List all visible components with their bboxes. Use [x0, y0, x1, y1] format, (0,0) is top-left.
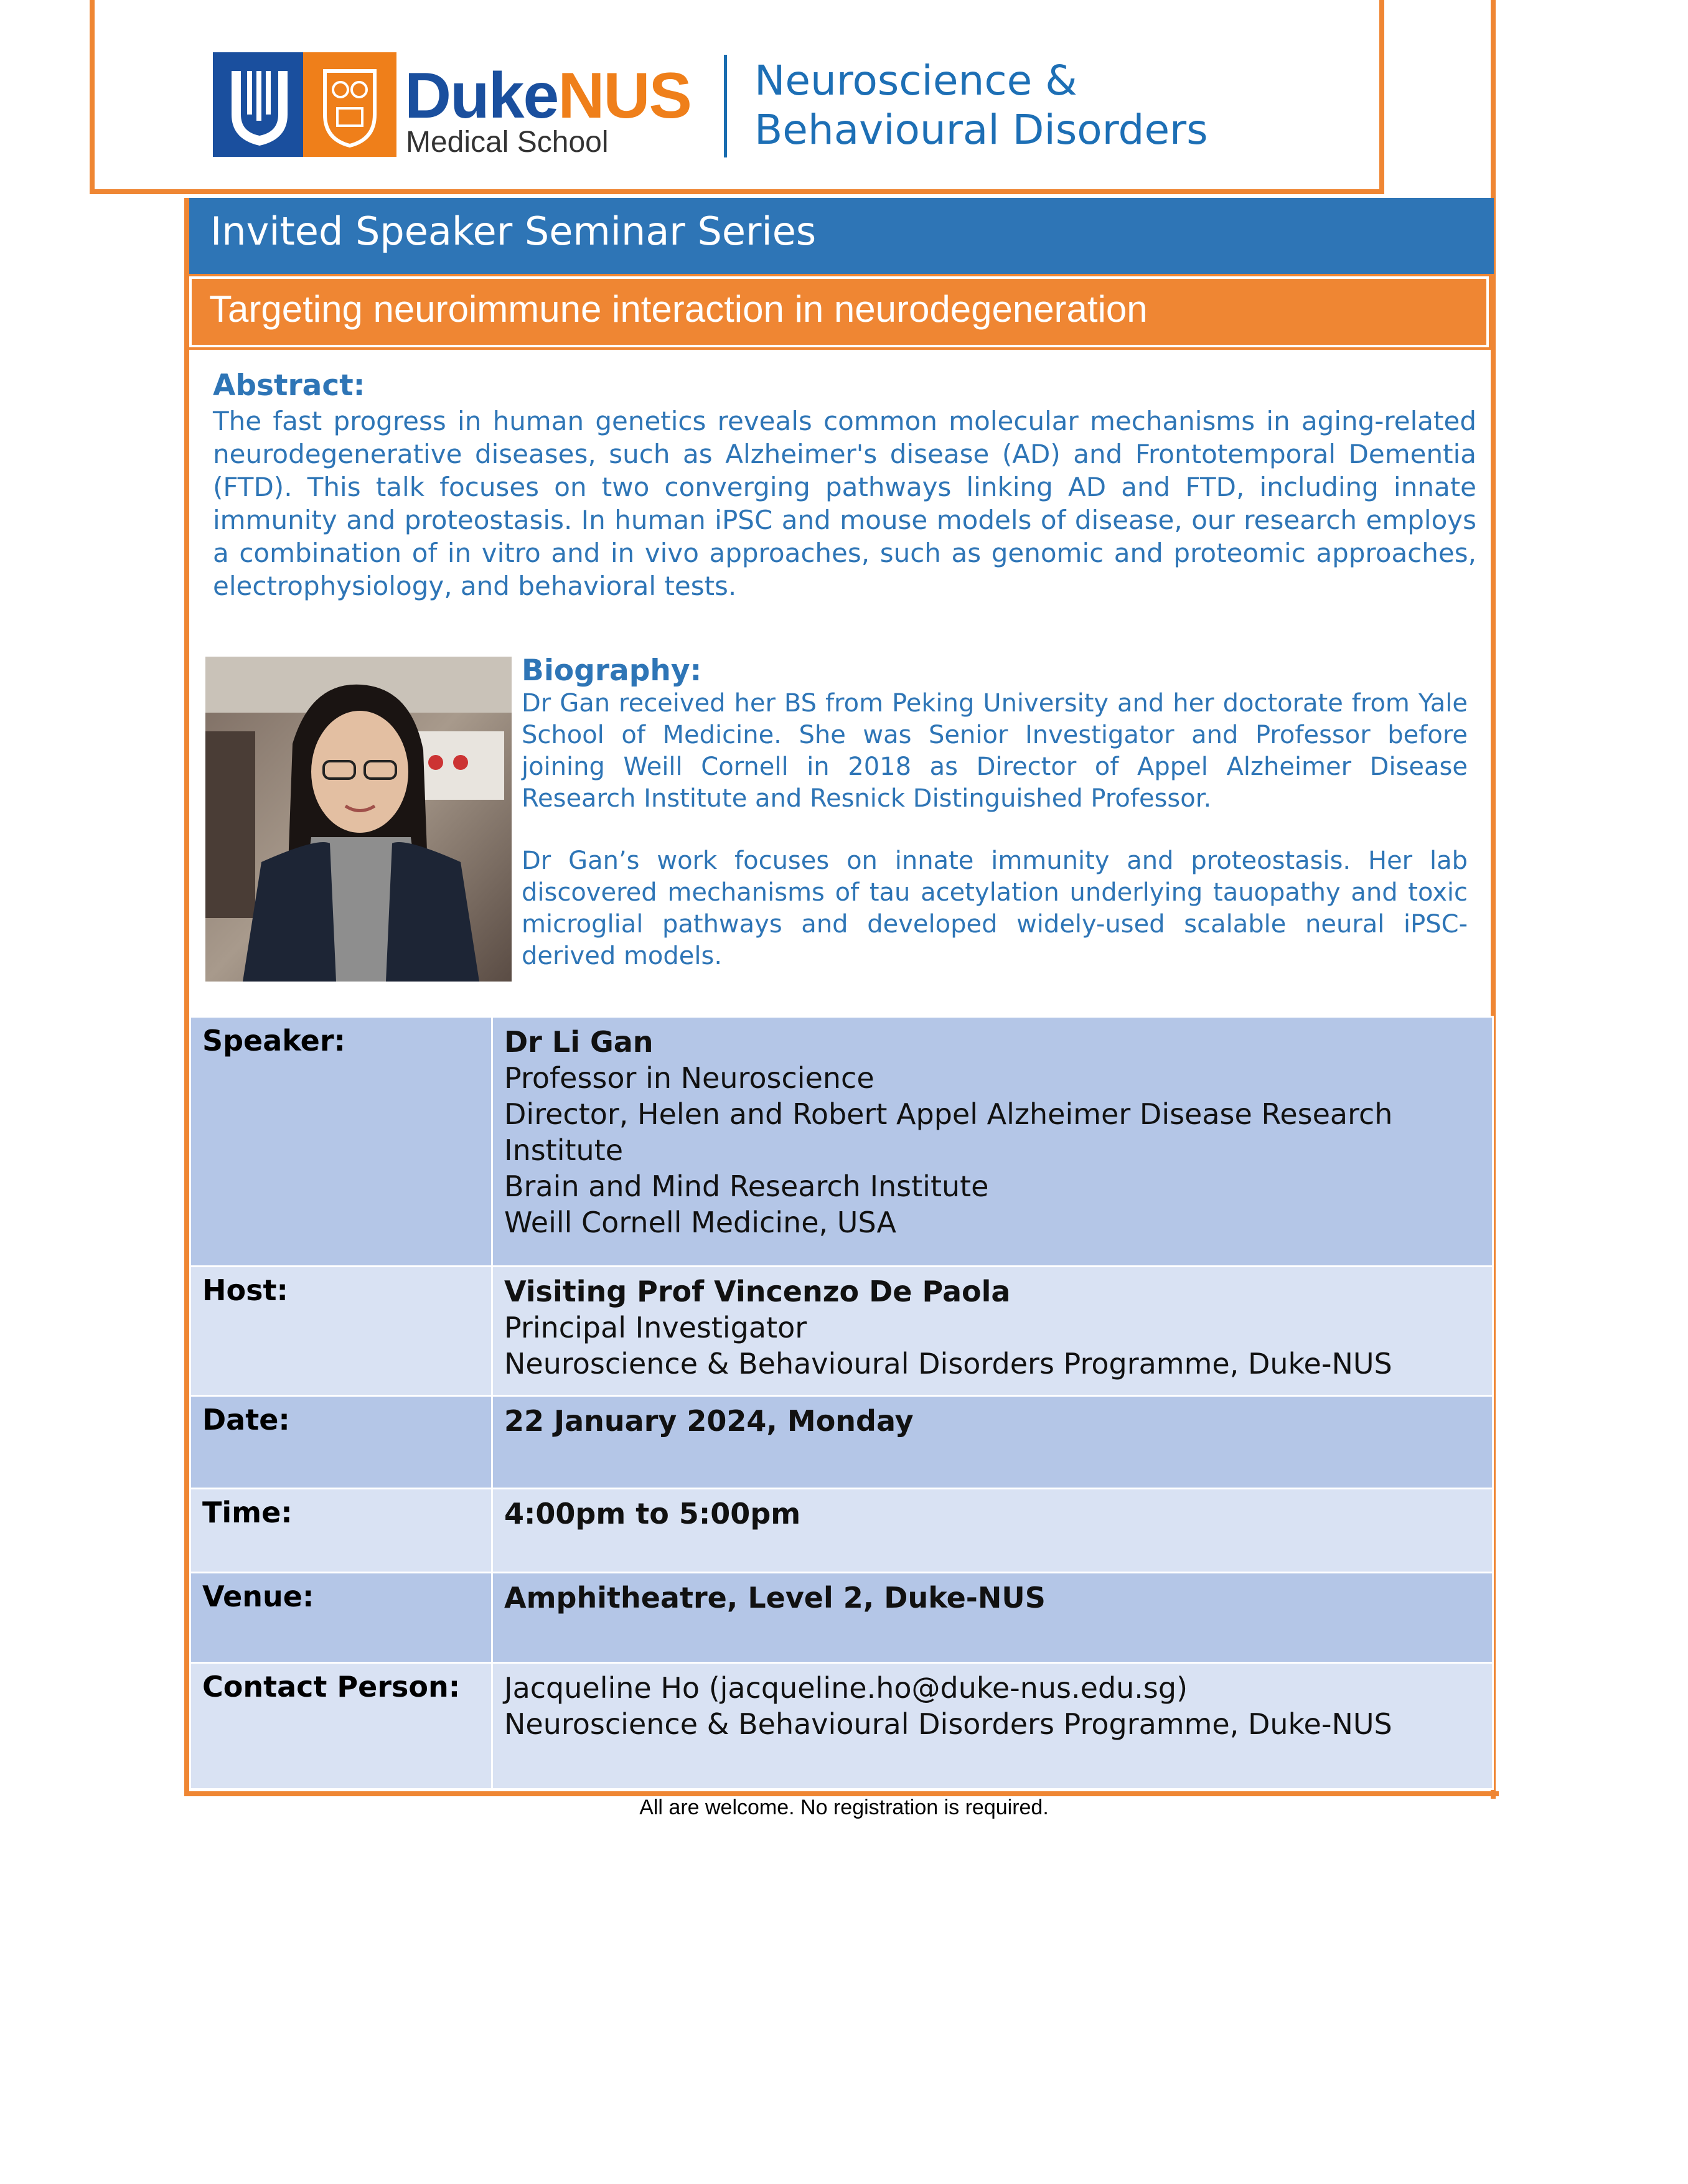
speaker-label: Speaker: [190, 1017, 492, 1267]
speaker-title: Professor in Neuroscience [504, 1061, 874, 1095]
contact-affiliation: Neuroscience & Behavioural Disorders Programme, Duke-NUS [504, 1707, 1392, 1741]
host-affiliation: Neuroscience & Behavioural Disorders Programme, Duke-NUS [504, 1347, 1392, 1380]
host-name: Visiting Prof Vincenzo De Paola [504, 1275, 1011, 1308]
host-title: Principal Investigator [504, 1311, 807, 1344]
date-label: Date: [190, 1396, 492, 1489]
table-row-speaker [190, 1017, 1493, 1267]
speaker-affiliation: Weill Cornell Medicine, USA [504, 1206, 896, 1239]
biography-heading: Biography: [522, 654, 702, 688]
speaker-institute: Brain and Mind Research Institute [504, 1169, 989, 1203]
abstract-heading: Abstract: [213, 368, 365, 403]
venue-value: Amphitheatre, Level 2, Duke-NUS [492, 1573, 1493, 1663]
host-label: Host: [190, 1267, 492, 1396]
speaker-name: Dr Li Gan [504, 1025, 654, 1059]
talk-title: Targeting neuroimmune interaction in neurodegeneration [209, 288, 1148, 330]
footer-note: All are welcome. No registration is required. [639, 1796, 1049, 1819]
time-label: Time: [190, 1489, 492, 1573]
contact-label: Contact Person: [190, 1663, 492, 1789]
contact-details [492, 1663, 1493, 1789]
series-title: Invited Speaker Seminar Series [210, 209, 817, 254]
abstract-text: The fast progress in human genetics reveals common molecular mechanisms in aging-related neurodegenerative diseases, such as Alzheimer's disease (AD) and Frontotemporal Dementia (FTD). This talk focuses on two converging pathways linking AD and FTD, including innate immunity and proteostasis. In human iPSC and mouse models of disease, our research employs a combination of in vitro and in vivo approaches, such as genomic and proteomic approaches, electrophysiology, and behavioral tests. [213, 406, 1476, 601]
venue-label: Venue: [190, 1573, 492, 1663]
table-row-time [190, 1489, 1493, 1573]
table-row-contact [190, 1663, 1493, 1789]
header-divider [724, 55, 727, 157]
biography-paragraph-2: Dr Gan’s work focuses on innate immunity and proteostasis. Her lab discovered mechanisms of tau acetylation underlying tauopathy and toxic microglial pathways and developed widely-used scalable neural iPSC-derived models. [522, 846, 1468, 970]
brand-subtitle: Medical School [406, 126, 609, 159]
table-row-venue [190, 1573, 1493, 1663]
host-details [492, 1267, 1493, 1396]
biography-paragraph-1: Dr Gan received her BS from Peking University and her doctorate from Yale School of Medicine. She was Senior Investigator and Professor before joining Weill Cornell in 2018 as Director of Appel Alzheimer Disease Research Institute and Resnick Distinguished Professor. [522, 689, 1468, 813]
nus-crest-logo [303, 52, 396, 157]
programme-name: Neuroscience & Behavioural Disorders [754, 57, 1208, 154]
contact-name-email: Jacqueline Ho (jacqueline.ho@duke-nus.edu.sg) [504, 1671, 1188, 1705]
seminar-details-table [189, 1016, 1494, 1790]
table-row-host [190, 1267, 1493, 1396]
speaker-details [492, 1017, 1493, 1267]
table-row-date [190, 1396, 1493, 1489]
time-value: 4:00pm to 5:00pm [492, 1489, 1493, 1573]
date-value: 22 January 2024, Monday [492, 1396, 1493, 1489]
speaker-photo [205, 657, 512, 982]
brand-wordmark: DukeNUS [405, 60, 691, 132]
speaker-role: Director, Helen and Robert Appel Alzheimer Disease Research Institute [504, 1097, 1393, 1167]
